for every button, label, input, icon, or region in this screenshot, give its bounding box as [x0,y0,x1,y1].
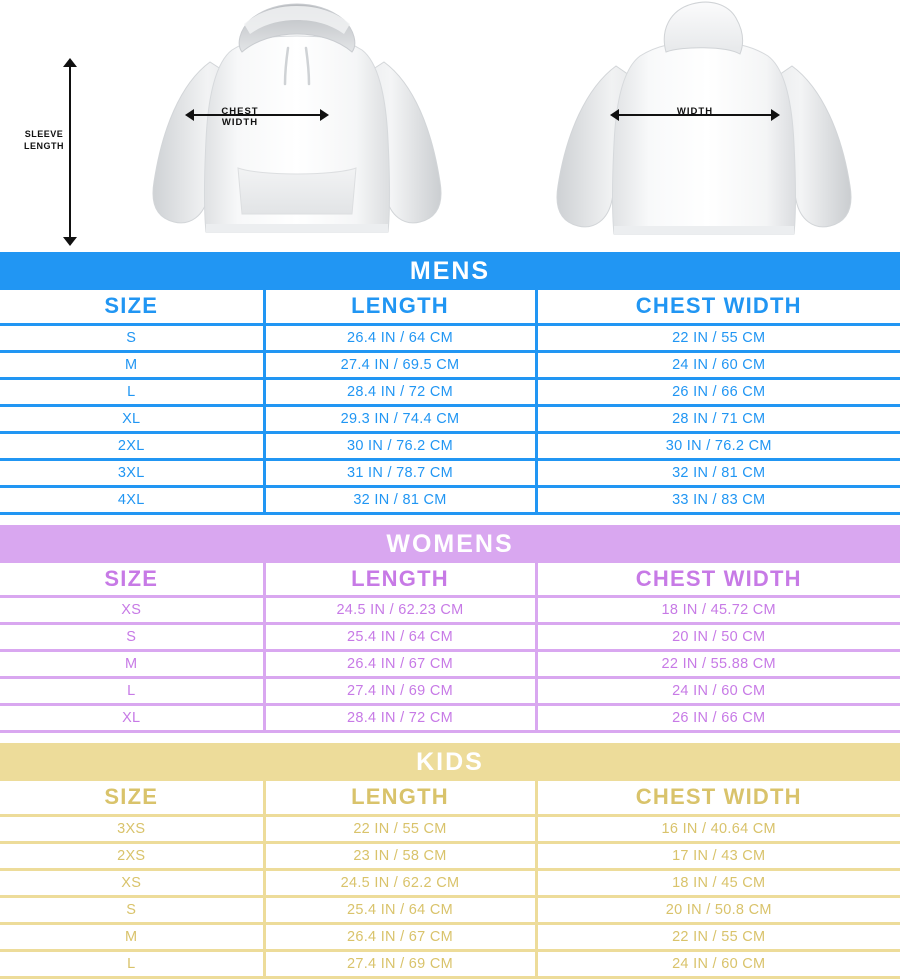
cell-length: 30 IN / 76.2 CM [264,432,536,459]
table-row [0,432,900,459]
column-header-size: SIZE [0,563,264,597]
cell-size: S [0,896,264,923]
cell-chest-width: 22 IN / 55 CM [536,324,900,351]
section-womens [0,525,900,734]
cell-length: 26.4 IN / 64 CM [264,324,536,351]
chest-width-label-line2: WIDTH [221,117,259,128]
cell-chest-width: 28 IN / 71 CM [536,405,900,432]
cell-chest-width: 20 IN / 50.8 CM [536,896,900,923]
sleeve-length-label-line1: SLEEVE [24,129,64,139]
cell-length: 25.4 IN / 64 CM [264,896,536,923]
table-row [0,705,900,732]
cell-chest-width: 26 IN / 66 CM [536,705,900,732]
cell-size: M [0,923,264,950]
cell-chest-width: 18 IN / 45.72 CM [536,597,900,624]
section-title-kids: KIDS [0,743,900,781]
cell-chest-width: 17 IN / 43 CM [536,842,900,869]
table-row [0,896,900,923]
back-width-label: WIDTH [676,106,714,117]
cell-chest-width: 24 IN / 60 CM [536,678,900,705]
section-divider [0,733,900,743]
table-body-mens [0,324,900,513]
sleeve-length-arrow [62,58,78,246]
cell-chest-width: 32 IN / 81 CM [536,459,900,486]
cell-length: 25.4 IN / 64 CM [264,624,536,651]
column-header-length: LENGTH [264,290,536,324]
size-table-kids [0,781,900,979]
cell-chest-width: 26 IN / 66 CM [536,378,900,405]
column-header-length: LENGTH [264,563,536,597]
sleeve-length-label-line2: LENGTH [24,141,64,151]
cell-length: 27.4 IN / 69 CM [264,678,536,705]
size-table-mens [0,290,900,515]
table-row [0,678,900,705]
cell-chest-width: 24 IN / 60 CM [536,351,900,378]
table-row [0,842,900,869]
cell-length: 23 IN / 58 CM [264,842,536,869]
table-row [0,624,900,651]
arrow-right-icon [320,109,329,121]
table-row [0,651,900,678]
cell-length: 28.4 IN / 72 CM [264,705,536,732]
cell-length: 26.4 IN / 67 CM [264,923,536,950]
cell-size: XS [0,869,264,896]
cell-chest-width: 16 IN / 40.64 CM [536,815,900,842]
cell-size: XL [0,405,264,432]
cell-length: 27.4 IN / 69 CM [264,950,536,977]
hoodie-back-image [530,0,890,252]
cell-size: 4XL [0,486,264,513]
table-row [0,597,900,624]
cell-length: 24.5 IN / 62.2 CM [264,869,536,896]
cell-length: 24.5 IN / 62.23 CM [264,597,536,624]
cell-chest-width: 20 IN / 50 CM [536,624,900,651]
section-title-womens: WOMENS [0,525,900,563]
column-header-length: LENGTH [264,781,536,815]
column-header-chest-width: CHEST WIDTH [536,781,900,815]
cell-size: L [0,950,264,977]
cell-size: L [0,378,264,405]
table-row [0,815,900,842]
cell-chest-width: 18 IN / 45 CM [536,869,900,896]
cell-chest-width: 22 IN / 55.88 CM [536,651,900,678]
table-row [0,950,900,977]
section-divider [0,515,900,525]
table-body-womens [0,597,900,732]
section-title-mens: MENS [0,252,900,290]
table-row [0,324,900,351]
table-row [0,405,900,432]
size-table-womens [0,563,900,734]
cell-size: XS [0,597,264,624]
cell-size: L [0,678,264,705]
cell-size: S [0,324,264,351]
cell-chest-width: 33 IN / 83 CM [536,486,900,513]
cell-size: M [0,351,264,378]
table-header-row [0,781,900,815]
cell-length: 32 IN / 81 CM [264,486,536,513]
cell-length: 29.3 IN / 74.4 CM [264,405,536,432]
table-row [0,459,900,486]
cell-length: 31 IN / 78.7 CM [264,459,536,486]
section-mens [0,252,900,515]
table-row [0,869,900,896]
table-row [0,486,900,513]
cell-size: 3XS [0,815,264,842]
cell-length: 22 IN / 55 CM [264,815,536,842]
cell-length: 28.4 IN / 72 CM [264,378,536,405]
column-header-chest-width: CHEST WIDTH [536,563,900,597]
arrow-down-icon [63,237,77,246]
cell-chest-width: 30 IN / 76.2 CM [536,432,900,459]
cell-size: 2XL [0,432,264,459]
cell-length: 26.4 IN / 67 CM [264,651,536,678]
column-header-size: SIZE [0,290,264,324]
cell-size: XL [0,705,264,732]
cell-chest-width: 24 IN / 60 CM [536,950,900,977]
sleeve-length-label [18,128,70,152]
hoodie-illustration [0,0,900,252]
column-header-chest-width: CHEST WIDTH [536,290,900,324]
axis-line [69,66,71,238]
table-row [0,351,900,378]
table-row [0,923,900,950]
cell-length: 27.4 IN / 69.5 CM [264,351,536,378]
arrow-right-icon [771,109,780,121]
column-header-size: SIZE [0,781,264,815]
cell-size: 2XS [0,842,264,869]
table-header-row [0,563,900,597]
section-kids [0,743,900,979]
table-body-kids [0,815,900,977]
table-header-row [0,290,900,324]
cell-size: 3XL [0,459,264,486]
cell-size: S [0,624,264,651]
cell-size: M [0,651,264,678]
table-row [0,378,900,405]
hoodie-front-image [112,0,482,252]
chest-width-label [185,106,295,128]
chest-width-label-line1: CHEST [221,106,259,117]
cell-chest-width: 22 IN / 55 CM [536,923,900,950]
